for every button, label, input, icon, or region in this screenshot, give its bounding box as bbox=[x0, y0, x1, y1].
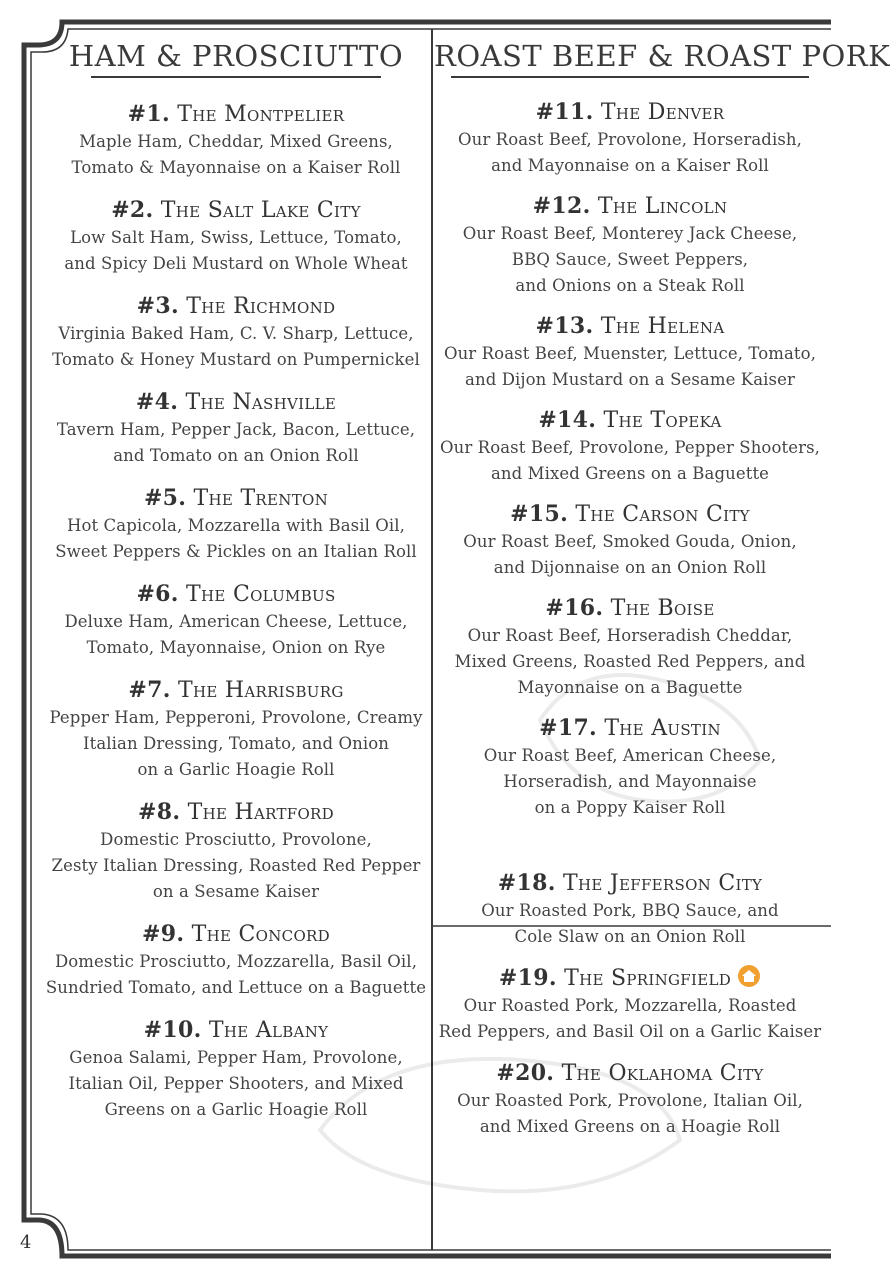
menu-item-name bbox=[40, 580, 432, 609]
menu-item-number: #15. bbox=[510, 501, 569, 527]
menu-item-title: The Denver bbox=[593, 100, 725, 125]
menu-item-number: #20. bbox=[496, 1060, 555, 1086]
menu-item-name bbox=[434, 500, 826, 529]
menu-item-description: Maple Ham, Cheddar, Mixed Greens, Tomato & Mayonnaise on a Kaiser Roll bbox=[71, 132, 401, 177]
menu-item-description: Our Roasted Pork, Mozzarella, Roasted Red Peppers, and Basil Oil on a Garlic Kaiser bbox=[438, 996, 822, 1041]
house-icon bbox=[737, 964, 761, 988]
menu-item-title: The Richmond bbox=[178, 294, 336, 319]
menu-item-number: #2. bbox=[111, 197, 154, 223]
menu-item bbox=[434, 714, 826, 821]
menu-item-name bbox=[434, 1059, 826, 1088]
menu-item-name bbox=[40, 676, 432, 705]
menu-item-title: The Trenton bbox=[186, 486, 329, 511]
title-underline bbox=[451, 76, 809, 78]
menu-item-description: Pepper Ham, Pepperoni, Provolone, Creamy Italian Dressing, Tomato, and Onion on a Garlic Hoagie Roll bbox=[49, 708, 423, 779]
section-title: ROAST BEEF & ROAST PORK bbox=[434, 39, 890, 73]
menu-item-description: Deluxe Ham, American Cheese, Lettuce, Tomato, Mayonnaise, Onion on Rye bbox=[64, 612, 408, 657]
menu-item bbox=[434, 1059, 826, 1140]
menu-item-description: Our Roast Beef, American Cheese, Horseradish, and Mayonnaise on a Poppy Kaiser Roll bbox=[483, 746, 777, 817]
ham-prosciutto-section bbox=[40, 30, 432, 1123]
menu-item bbox=[40, 196, 432, 277]
menu-item-title: The Montpelier bbox=[169, 102, 345, 127]
menu-item-description: Our Roast Beef, Muenster, Lettuce, Tomato, and Dijon Mustard on a Sesame Kaiser bbox=[443, 344, 817, 389]
menu-item bbox=[40, 292, 432, 373]
menu-item-description: Hot Capicola, Mozzarella with Basil Oil, Sweet Peppers & Pickles on an Italian Roll bbox=[55, 516, 417, 561]
menu-item-name bbox=[40, 292, 432, 321]
menu-list bbox=[434, 98, 826, 821]
menu-item bbox=[40, 100, 432, 181]
menu-item bbox=[40, 676, 432, 783]
menu-item-description: Our Roast Beef, Provolone, Pepper Shooters, and Mixed Greens on a Baguette bbox=[440, 438, 820, 483]
pork-menu-list bbox=[434, 869, 826, 1140]
page-number: 4 bbox=[20, 1232, 32, 1253]
menu-item-description: Our Roast Beef, Provolone, Horseradish, and Mayonnaise on a Kaiser Roll bbox=[457, 130, 802, 175]
menu-item-title: The Nashville bbox=[178, 390, 337, 415]
menu-item-title: The Carson City bbox=[568, 502, 750, 527]
menu-item-description: Tavern Ham, Pepper Jack, Bacon, Lettuce, and Tomato on an Onion Roll bbox=[56, 420, 416, 465]
menu-item-name bbox=[434, 98, 826, 127]
menu-item-title: The Albany bbox=[201, 1018, 329, 1043]
menu-item-description: Our Roast Beef, Smoked Gouda, Onion, and Dijonnaise on an Onion Roll bbox=[463, 532, 797, 577]
menu-item-name bbox=[40, 100, 432, 129]
menu-item-name bbox=[40, 196, 432, 225]
menu-item bbox=[434, 964, 826, 1045]
menu-item bbox=[40, 798, 432, 905]
menu-item-number: #1. bbox=[127, 101, 170, 127]
menu-item-name bbox=[434, 312, 826, 341]
menu-item-name bbox=[40, 798, 432, 827]
menu-item-number: #5. bbox=[143, 485, 187, 511]
section-title: HAM & PROSCIUTTO bbox=[68, 39, 404, 73]
menu-item-title: The Lincoln bbox=[590, 194, 728, 219]
menu-item-description: Low Salt Ham, Swiss, Lettuce, Tomato, and Spicy Deli Mustard on Whole Wheat bbox=[64, 228, 408, 273]
menu-item-name bbox=[40, 1016, 432, 1045]
menu-item-title: The Columbus bbox=[178, 582, 336, 607]
menu-item-number: #7. bbox=[128, 677, 171, 703]
menu-item bbox=[40, 1016, 432, 1123]
menu-list bbox=[40, 100, 432, 1123]
menu-item-description: Domestic Prosciutto, Mozzarella, Basil Oil, Sundried Tomato, and Lettuce on a Baguette bbox=[45, 952, 427, 997]
menu-item-number: #16. bbox=[545, 595, 604, 621]
menu-item-number: #3. bbox=[136, 293, 179, 319]
menu-item-number: #4. bbox=[135, 389, 179, 415]
menu-item-name bbox=[434, 714, 826, 743]
menu-item bbox=[40, 580, 432, 661]
roast-beef-pork-section bbox=[434, 30, 890, 1140]
menu-item-name bbox=[434, 192, 826, 221]
menu-item-number: #18. bbox=[497, 870, 556, 896]
menu-item bbox=[434, 500, 826, 581]
menu-item-title: The Helena bbox=[593, 314, 725, 339]
menu-item-title: The Concord bbox=[184, 922, 330, 947]
menu-item bbox=[434, 406, 826, 487]
menu-item-name bbox=[40, 920, 432, 949]
menu-item-number: #17. bbox=[539, 715, 598, 741]
menu-item-number: #9. bbox=[142, 921, 185, 947]
menu-item-name bbox=[434, 964, 826, 993]
menu-item-number: #11. bbox=[535, 99, 594, 125]
menu-item-number: #13. bbox=[535, 313, 594, 339]
menu-item-number: #10. bbox=[143, 1017, 202, 1043]
menu-item bbox=[434, 98, 826, 179]
menu-item-title: The Harrisburg bbox=[170, 678, 344, 703]
menu-item bbox=[434, 312, 826, 393]
menu-item-title: The Hartford bbox=[180, 800, 334, 825]
menu-item-title: The Austin bbox=[597, 716, 721, 741]
menu-item-name bbox=[434, 406, 826, 435]
menu-item-description: Our Roast Beef, Horseradish Cheddar, Mixed Greens, Roasted Red Peppers, and Mayonnaise on a Baguette bbox=[454, 626, 806, 697]
menu-item-name bbox=[40, 484, 432, 513]
menu-item-description: Our Roasted Pork, BBQ Sauce, and Cole Slaw on an Onion Roll bbox=[481, 901, 779, 946]
menu-item-description: Virginia Baked Ham, C. V. Sharp, Lettuce, Tomato & Honey Mustard on Pumpernickel bbox=[52, 324, 420, 369]
menu-item-number: #8. bbox=[138, 799, 181, 825]
menu-item bbox=[434, 594, 826, 701]
menu-item-title: The Jefferson City bbox=[555, 871, 763, 896]
menu-item-title: The Oklahoma City bbox=[554, 1061, 764, 1086]
menu-item bbox=[434, 192, 826, 299]
menu-item-title: The Springfield bbox=[556, 966, 732, 991]
menu-item-number: #14. bbox=[538, 407, 597, 433]
menu-item-number: #6. bbox=[136, 581, 179, 607]
menu-item-description: Our Roasted Pork, Provolone, Italian Oil, and Mixed Greens on a Hoagie Roll bbox=[457, 1091, 803, 1136]
menu-item-description: Domestic Prosciutto, Provolone, Zesty Italian Dressing, Roasted Red Pepper on a Sesame Kaiser bbox=[51, 830, 421, 901]
menu-item-title: The Salt Lake City bbox=[153, 198, 361, 223]
menu-item-description: Our Roast Beef, Monterey Jack Cheese, BBQ Sauce, Sweet Peppers, and Onions on a Steak Roll bbox=[462, 224, 798, 295]
menu-item bbox=[40, 484, 432, 565]
menu-item-name bbox=[434, 869, 826, 898]
menu-item bbox=[434, 869, 826, 950]
menu-item-name bbox=[434, 594, 826, 623]
menu-item-number: #19. bbox=[498, 965, 557, 991]
menu-item bbox=[40, 920, 432, 1001]
menu-item bbox=[40, 388, 432, 469]
menu-item-title: The Boise bbox=[603, 596, 715, 621]
title-underline bbox=[91, 76, 381, 78]
menu-item-name bbox=[40, 388, 432, 417]
menu-item-description: Genoa Salami, Pepper Ham, Provolone, Italian Oil, Pepper Shooters, and Mixed Greens on a Garlic Hoagie Roll bbox=[68, 1048, 404, 1119]
menu-item-title: The Topeka bbox=[596, 408, 722, 433]
menu-item-number: #12. bbox=[532, 193, 591, 219]
